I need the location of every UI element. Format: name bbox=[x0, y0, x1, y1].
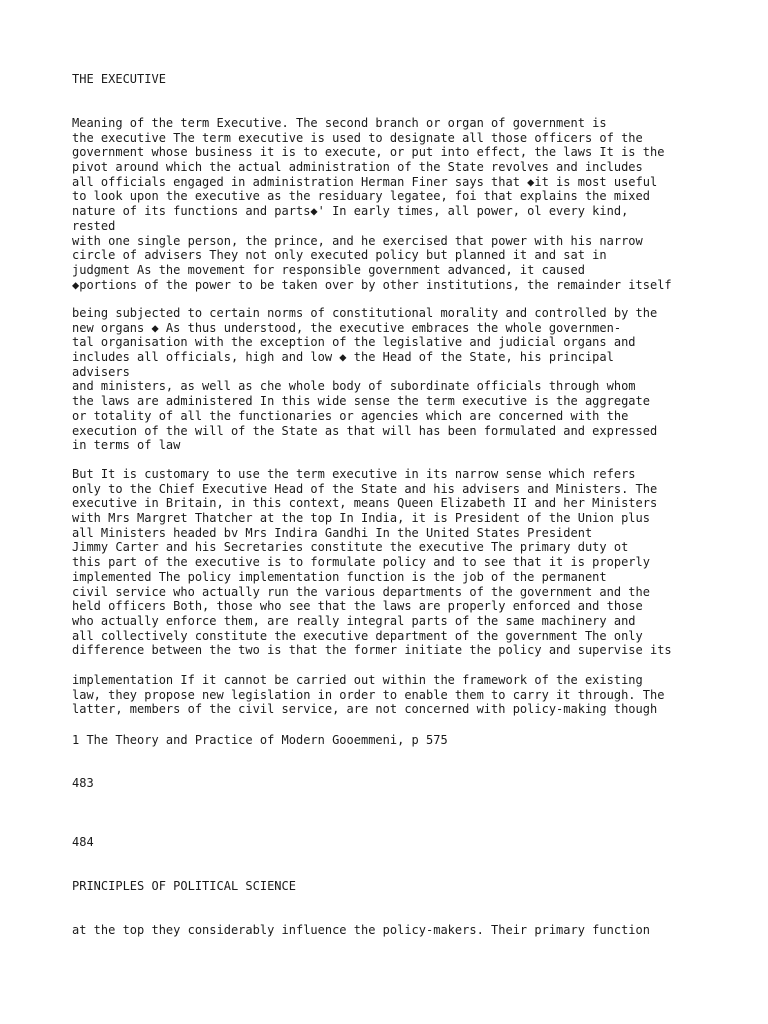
footnote bbox=[72, 733, 752, 748]
text-line: and ministers, as well as che whole body of subordinate officials through whom bbox=[72, 379, 636, 394]
page-number: 483 bbox=[72, 776, 94, 790]
text-line: who actually enforce them, are really integral parts of the same machinery and bbox=[72, 613, 636, 628]
text-line: with one single person, the prince, and he exercised that power with his narrow bbox=[72, 233, 643, 248]
chapter-title: THE EXECUTIVE bbox=[72, 72, 166, 86]
page-number-483 bbox=[72, 776, 752, 791]
text-line: civil service who actually run the various departments of the government and the bbox=[72, 584, 650, 599]
page-number-484 bbox=[72, 835, 752, 850]
text-line: law, they propose new legislation in order to enable them to carry it through. The bbox=[72, 687, 665, 702]
text-line: pivot around which the actual administration of the State revolves and includes bbox=[72, 160, 643, 175]
text-line: advisers bbox=[72, 364, 130, 379]
footnote-text: 1 The Theory and Practice of Modern Gooemmeni, p 575 bbox=[72, 733, 448, 747]
text-line: But It is customary to use the term executive in its narrow sense which refers bbox=[72, 467, 636, 481]
paragraph-narrow-sense bbox=[72, 467, 752, 658]
text-line: only to the Chief Executive Head of the State and his advisers and Ministers. The bbox=[72, 481, 658, 496]
text-line: ◆portions of the power to be taken over by other institutions, the remainder itself bbox=[72, 277, 672, 292]
chapter-title-block bbox=[72, 72, 752, 87]
text-line: in terms of law bbox=[72, 438, 181, 453]
text-line: implementation If it cannot be carried out within the framework of the existing bbox=[72, 673, 643, 687]
text-line: difference between the two is that the former initiate the policy and supervise its bbox=[72, 643, 672, 658]
text-line: executive in Britain, in this context, means Queen Elizabeth II and her Ministers bbox=[72, 496, 658, 511]
text-line: held officers Both, those who see that the laws are properly enforced and those bbox=[72, 599, 643, 614]
text-line: the laws are administered In this wide sense the term executive is the aggregate bbox=[72, 394, 650, 409]
text-line: the executive The term executive is used to designate all those officers of the bbox=[72, 130, 643, 145]
text-line: all collectively constitute the executive department of the government The only bbox=[72, 628, 643, 643]
text-line: or totality of all the functionaries or agencies which are concerned with the bbox=[72, 408, 629, 423]
paragraph-continuation bbox=[72, 923, 752, 938]
text-line: circle of advisers They not only executed policy but planned it and sat in bbox=[72, 248, 607, 263]
text-line: nature of its functions and parts◆' In early times, all power, ol every kind, bbox=[72, 204, 629, 219]
text-line: judgment As the movement for responsible government advanced, it caused bbox=[72, 262, 585, 277]
running-head bbox=[72, 879, 752, 894]
paragraph-meaning-of-executive bbox=[72, 116, 752, 292]
text-line: tal organisation with the exception of the legislative and judicial organs and bbox=[72, 335, 636, 350]
paragraph-wide-sense bbox=[72, 306, 752, 453]
paragraph-implementation bbox=[72, 673, 752, 717]
text-line: all Ministers headed bv Mrs Indira Gandhi In the United States President bbox=[72, 525, 593, 540]
page-number: 484 bbox=[72, 835, 94, 849]
text-line: at the top they considerably influence the policy-makers. Their primary function bbox=[72, 923, 650, 937]
text-line: execution of the will of the State as that will has been formulated and expressed bbox=[72, 423, 658, 438]
text-line: government whose business it is to execute, or put into effect, the laws It is the bbox=[72, 145, 665, 160]
text-line: being subjected to certain norms of constitutional morality and controlled by the bbox=[72, 306, 658, 320]
running-head-text: PRINCIPLES OF POLITICAL SCIENCE bbox=[72, 879, 296, 893]
text-line: new organs ◆ As thus understood, the executive embraces the whole governmen- bbox=[72, 320, 622, 335]
text-line: implemented The policy implementation function is the job of the permanent bbox=[72, 569, 607, 584]
text-line: with Mrs Margret Thatcher at the top In India, it is President of the Union plus bbox=[72, 511, 650, 526]
text-line: all officials engaged in administration Herman Finer says that ◆it is most useful bbox=[72, 174, 658, 189]
text-line: includes all officials, high and low ◆ the Head of the State, his principal bbox=[72, 350, 614, 365]
text-line: to look upon the executive as the residuary legatee, foi that explains the mixed bbox=[72, 189, 650, 204]
text-line: rested bbox=[72, 218, 116, 233]
text-line: Jimmy Carter and his Secretaries constitute the executive The primary duty ot bbox=[72, 540, 629, 555]
text-line: latter, members of the civil service, are not concerned with policy-making though bbox=[72, 702, 658, 717]
text-line: Meaning of the term Executive. The second branch or organ of government is bbox=[72, 116, 607, 130]
text-line: this part of the executive is to formulate policy and to see that it is properly bbox=[72, 555, 650, 570]
